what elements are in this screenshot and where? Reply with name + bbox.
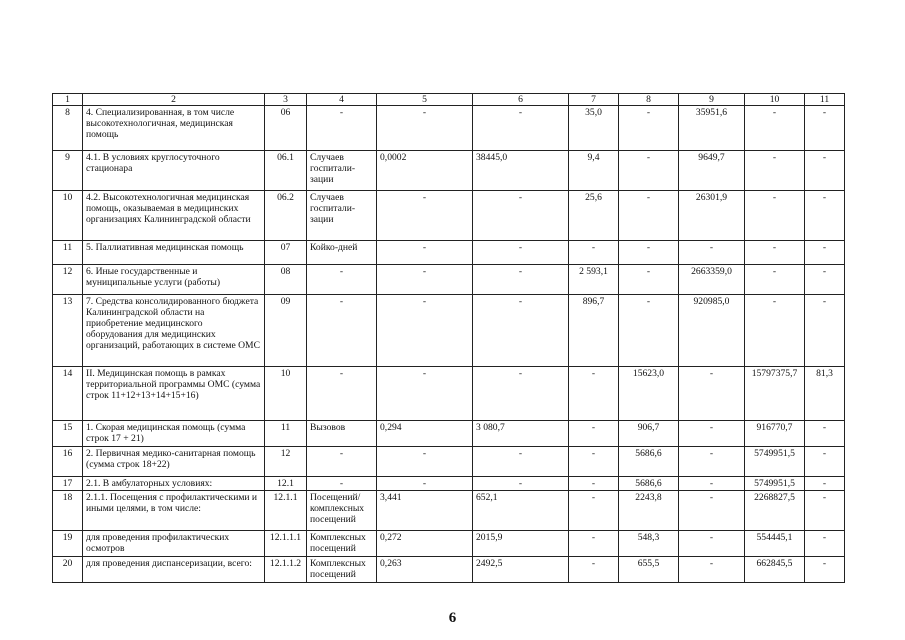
table-cell: - xyxy=(307,477,377,491)
table-cell: - xyxy=(805,106,845,151)
header-row xyxy=(53,94,845,106)
table-row xyxy=(53,151,845,191)
table-cell: 9,4 xyxy=(569,151,619,191)
table-cell: 12.1.1 xyxy=(265,491,307,531)
table-cell: Посещений/ комплексных посещений xyxy=(307,491,377,531)
table-row xyxy=(53,106,845,151)
table-row xyxy=(53,241,845,265)
table-cell: - xyxy=(745,241,805,265)
page-number: 6 xyxy=(448,610,457,626)
table-cell: 2492,5 xyxy=(473,557,569,583)
table-cell: - xyxy=(805,241,845,265)
table-cell: 13 xyxy=(53,295,83,367)
table-cell: 35951,6 xyxy=(679,106,745,151)
table-cell: 07 xyxy=(265,241,307,265)
table-cell: - xyxy=(473,477,569,491)
table-cell: - xyxy=(569,241,619,265)
table-cell: 09 xyxy=(265,295,307,367)
table-cell: 17 xyxy=(53,477,83,491)
table-cell: - xyxy=(805,491,845,531)
table-cell: 06 xyxy=(265,106,307,151)
table-cell: 0,294 xyxy=(377,421,473,447)
table-row xyxy=(53,557,845,583)
table-cell: 7. Средства консолидированного бюджета Калининградской области на приобретение медицинского оборудования для медицинских организаций, работающих в системе ОМС xyxy=(83,295,265,367)
table-cell: 25,6 xyxy=(569,191,619,241)
table-row xyxy=(53,491,845,531)
table-cell: - xyxy=(473,367,569,421)
table-cell: - xyxy=(679,421,745,447)
table-cell: 26301,9 xyxy=(679,191,745,241)
table-cell: 19 xyxy=(53,531,83,557)
table-row xyxy=(53,265,845,295)
table-cell: - xyxy=(745,295,805,367)
table-cell: - xyxy=(745,151,805,191)
table-cell: 2 593,1 xyxy=(569,265,619,295)
table-cell: - xyxy=(473,295,569,367)
table-cell: 6. Иные государственные и муниципальные услуги (работы) xyxy=(83,265,265,295)
table-cell: - xyxy=(377,367,473,421)
table-cell: - xyxy=(569,477,619,491)
table-cell: - xyxy=(473,447,569,477)
table-cell: 11 xyxy=(53,241,83,265)
table-cell: Койко-дней xyxy=(307,241,377,265)
table-cell: - xyxy=(307,265,377,295)
table-cell: - xyxy=(745,191,805,241)
table-cell: 15797375,7 xyxy=(745,367,805,421)
table-cell: - xyxy=(473,265,569,295)
table-cell: - xyxy=(805,531,845,557)
table-cell: 16 xyxy=(53,447,83,477)
table-cell: - xyxy=(569,421,619,447)
table-cell: 35,0 xyxy=(569,106,619,151)
table-cell: Комплексных посещений xyxy=(307,531,377,557)
table-cell: - xyxy=(377,477,473,491)
table-cell: 5686,6 xyxy=(619,477,679,491)
table-cell: 554445,1 xyxy=(745,531,805,557)
table-cell: 916770,7 xyxy=(745,421,805,447)
table-cell: - xyxy=(619,106,679,151)
table-cell: 14 xyxy=(53,367,83,421)
table-cell: 3,441 xyxy=(377,491,473,531)
table-cell: - xyxy=(805,421,845,447)
table-cell: 15623,0 xyxy=(619,367,679,421)
table-cell: 1. Скорая медицинская помощь (сумма строк 17 + 21) xyxy=(83,421,265,447)
table-cell: 2243,8 xyxy=(619,491,679,531)
table-cell: - xyxy=(805,477,845,491)
header-cell: 8 xyxy=(619,94,679,106)
table-cell: 0,0002 xyxy=(377,151,473,191)
table-cell: 12.1 xyxy=(265,477,307,491)
table-cell: - xyxy=(377,447,473,477)
table-row xyxy=(53,477,845,491)
table-cell: Случаев госпитали-зации xyxy=(307,191,377,241)
table-cell: - xyxy=(569,367,619,421)
table-cell: - xyxy=(569,557,619,583)
table-body xyxy=(53,94,845,583)
table-cell: 08 xyxy=(265,265,307,295)
table-cell: 2. Первичная медико-санитарная помощь (сумма строк 18+22) xyxy=(83,447,265,477)
table-cell: - xyxy=(569,531,619,557)
table-cell: - xyxy=(473,106,569,151)
table-cell: 9 xyxy=(53,151,83,191)
table-cell: - xyxy=(805,295,845,367)
table-cell: Вызовов xyxy=(307,421,377,447)
table-cell: - xyxy=(619,191,679,241)
table-row xyxy=(53,447,845,477)
table-cell: - xyxy=(679,447,745,477)
table-cell: 652,1 xyxy=(473,491,569,531)
table-cell: 2663359,0 xyxy=(679,265,745,295)
table-cell: 2268827,5 xyxy=(745,491,805,531)
table-cell: - xyxy=(619,241,679,265)
table-cell: 12.1.1.1 xyxy=(265,531,307,557)
header-cell: 1 xyxy=(53,94,83,106)
table-cell: 38445,0 xyxy=(473,151,569,191)
table-cell: - xyxy=(805,265,845,295)
header-cell: 3 xyxy=(265,94,307,106)
table-cell: 5. Паллиативная медицинская помощь xyxy=(83,241,265,265)
table-cell: 12.1.1.2 xyxy=(265,557,307,583)
table-cell: 548,3 xyxy=(619,531,679,557)
table-cell: - xyxy=(805,191,845,241)
table-cell: для проведения профилактических осмотров xyxy=(83,531,265,557)
table-cell: 2.1. В амбулаторных условиях: xyxy=(83,477,265,491)
table-cell: Случаев госпитали-зации xyxy=(307,151,377,191)
table-cell: - xyxy=(569,491,619,531)
table-cell: - xyxy=(679,557,745,583)
table-cell: 3 080,7 xyxy=(473,421,569,447)
table-cell: 12 xyxy=(53,265,83,295)
header-cell: 11 xyxy=(805,94,845,106)
table-cell: 9649,7 xyxy=(679,151,745,191)
table-cell: 2015,9 xyxy=(473,531,569,557)
table-cell: - xyxy=(679,241,745,265)
table-cell: - xyxy=(805,557,845,583)
table-cell: - xyxy=(745,265,805,295)
table-cell: - xyxy=(805,447,845,477)
table-cell: 10 xyxy=(53,191,83,241)
table-cell: 06.1 xyxy=(265,151,307,191)
table-cell: 15 xyxy=(53,421,83,447)
table-cell: 20 xyxy=(53,557,83,583)
table-cell: 4. Специализированная, в том числе высокотехнологичная, медицинская помощь xyxy=(83,106,265,151)
table-cell: 18 xyxy=(53,491,83,531)
table-cell: - xyxy=(377,106,473,151)
table-row xyxy=(53,421,845,447)
table-cell: - xyxy=(307,106,377,151)
table-cell: - xyxy=(679,531,745,557)
table-cell: 11 xyxy=(265,421,307,447)
data-table xyxy=(52,93,845,583)
table-row xyxy=(53,295,845,367)
table-cell: 4.1. В условиях круглосуточного стационара xyxy=(83,151,265,191)
table-cell: - xyxy=(377,265,473,295)
table-cell: - xyxy=(473,241,569,265)
header-cell: 10 xyxy=(745,94,805,106)
table-row xyxy=(53,531,845,557)
table-cell: 2.1.1. Посещения с профилактическими и иными целями, в том числе: xyxy=(83,491,265,531)
table-cell: 896,7 xyxy=(569,295,619,367)
table-cell: - xyxy=(377,191,473,241)
header-cell: 4 xyxy=(307,94,377,106)
table-cell: - xyxy=(679,491,745,531)
table-cell: 906,7 xyxy=(619,421,679,447)
table-cell: - xyxy=(377,295,473,367)
table-cell: 920985,0 xyxy=(679,295,745,367)
header-cell: 5 xyxy=(377,94,473,106)
table-cell: 81,3 xyxy=(805,367,845,421)
table-cell: - xyxy=(619,151,679,191)
table-cell: - xyxy=(473,191,569,241)
table-cell: 10 xyxy=(265,367,307,421)
table-cell: - xyxy=(377,241,473,265)
table-row xyxy=(53,367,845,421)
table-cell: - xyxy=(745,106,805,151)
header-cell: 6 xyxy=(473,94,569,106)
table-cell: - xyxy=(307,447,377,477)
table-cell: 655,5 xyxy=(619,557,679,583)
table-cell: - xyxy=(307,295,377,367)
header-cell: 2 xyxy=(83,94,265,106)
table-cell: - xyxy=(569,447,619,477)
table-row xyxy=(53,191,845,241)
table-cell: - xyxy=(307,367,377,421)
table-cell: 06.2 xyxy=(265,191,307,241)
table-cell: - xyxy=(619,265,679,295)
table-cell: - xyxy=(679,367,745,421)
table-cell: - xyxy=(619,295,679,367)
table-cell: - xyxy=(805,151,845,191)
table-cell: 5749951,5 xyxy=(745,447,805,477)
table-cell: 0,263 xyxy=(377,557,473,583)
table-cell: 662845,5 xyxy=(745,557,805,583)
table-cell: 12 xyxy=(265,447,307,477)
table-cell: 4.2. Высокотехнологичная медицинская помощь, оказываемая в медицинских организациях Калининградской области xyxy=(83,191,265,241)
header-cell: 9 xyxy=(679,94,745,106)
table-cell: 0,272 xyxy=(377,531,473,557)
table-cell: - xyxy=(679,477,745,491)
table-cell: для проведения диспансеризации, всего: xyxy=(83,557,265,583)
header-cell: 7 xyxy=(569,94,619,106)
table-cell: II. Медицинская помощь в рамках территориальной программы ОМС (сумма строк 11+12+13+14+15+16) xyxy=(83,367,265,421)
table-cell: 5686,6 xyxy=(619,447,679,477)
table-cell: Комплексных посещений xyxy=(307,557,377,583)
table-cell: 8 xyxy=(53,106,83,151)
table-cell: 5749951,5 xyxy=(745,477,805,491)
